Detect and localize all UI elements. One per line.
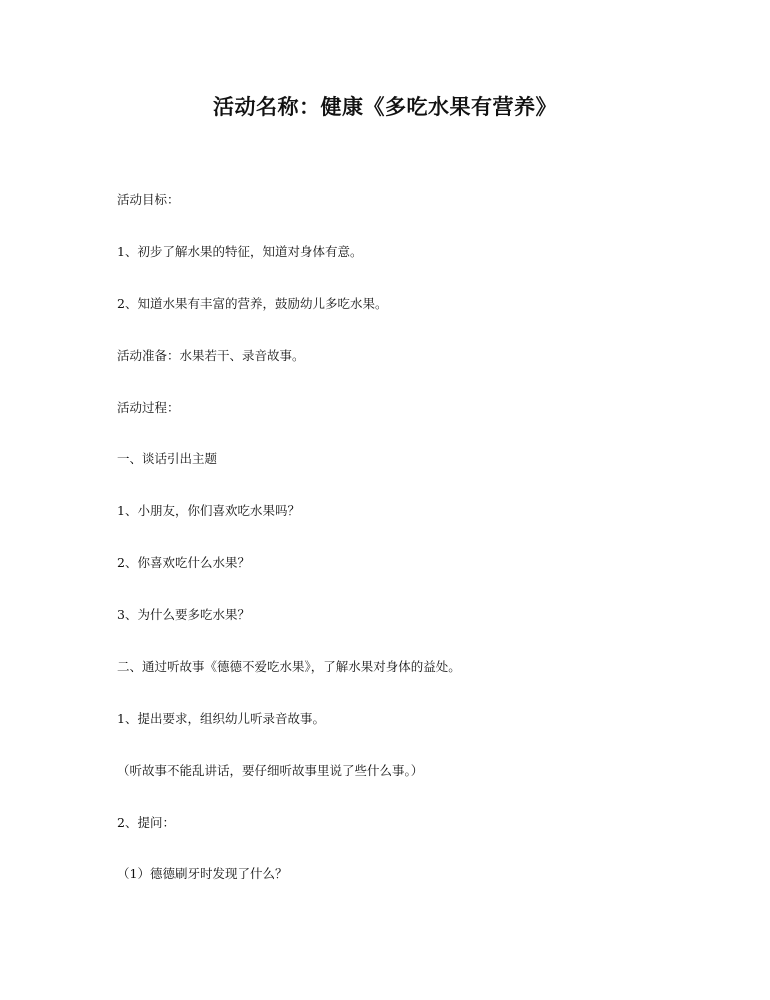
section-heading-goals: 活动目标： [117, 192, 180, 207]
paragraph-step-two: 二、通过听故事《德德不爱吃水果》，了解水果对身体的益处。 [117, 659, 461, 674]
paragraph-question-1: 1、小朋友，你们喜欢吃水果吗？ [117, 503, 300, 518]
paragraph-note: （听故事不能乱讲话，要仔细听故事里说了些什么事。） [117, 763, 424, 778]
paragraph-ask-1: （1）德德刷牙时发现了什么？ [117, 866, 288, 881]
paragraph-goal-1: 1、初步了解水果的特征，知道对身体有意。 [117, 244, 363, 259]
paragraph-requirement: 1、提出要求，组织幼儿听录音故事。 [117, 711, 325, 726]
section-heading-process: 活动过程： [117, 400, 180, 415]
paragraph-ask: 2、提问： [117, 815, 175, 830]
paragraph-question-3: 3、为什么要多吃水果？ [117, 607, 250, 622]
paragraph-preparation: 活动准备：水果若干、录音故事。 [117, 348, 305, 363]
paragraph-step-one: 一、谈话引出主题 [117, 451, 218, 466]
paragraph-goal-2: 2、知道水果有丰富的营养，鼓励幼儿多吃水果。 [117, 296, 388, 311]
paragraph-question-2: 2、你喜欢吃什么水果？ [117, 555, 250, 570]
document-title: 活动名称：健康《多吃水果有营养》 [213, 94, 557, 119]
